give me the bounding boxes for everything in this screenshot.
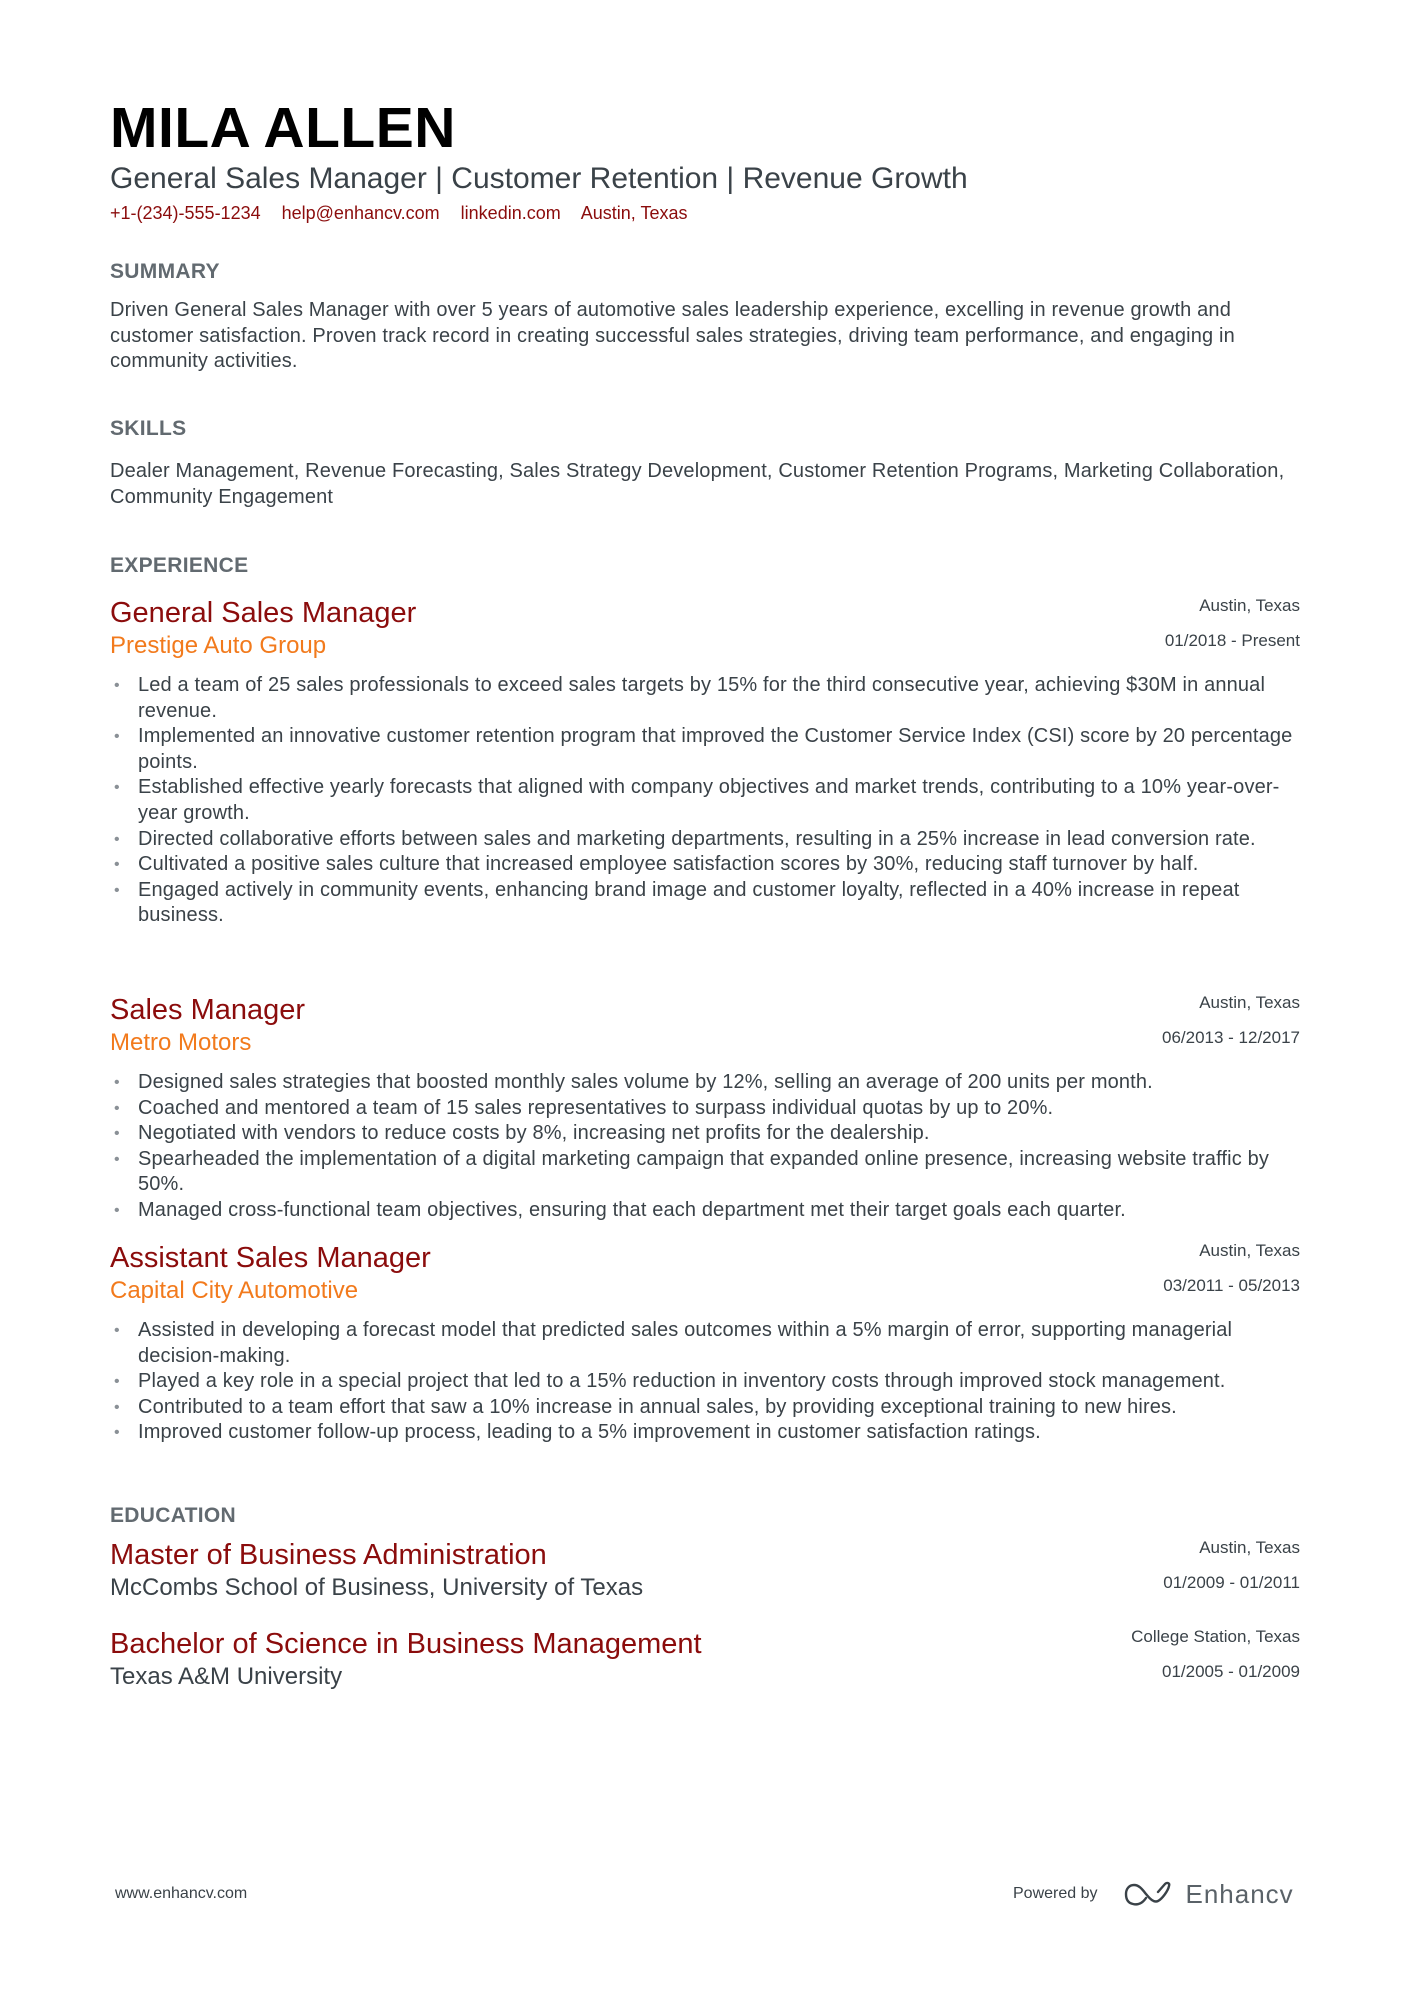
company-name: Capital City Automotive — [110, 1277, 359, 1304]
school-dates: 01/2005 - 01/2009 — [1161, 1662, 1300, 1681]
achievement-item — [110, 775, 1305, 826]
linkedin-link[interactable]: linkedin.com — [460, 203, 561, 223]
school-location: Austin, Texas — [1199, 1538, 1300, 1557]
bullet-icon: • — [114, 677, 120, 694]
powered-by-badge[interactable] — [1013, 1878, 1294, 1910]
achievement-text: Designed sales strategies that boosted monthly sales volume by 12%, selling an average of 200 units per month. — [138, 1071, 1153, 1093]
achievement-item — [110, 1318, 1305, 1369]
job-dates: 06/2013 - 12/2017 — [1161, 1028, 1300, 1047]
achievement-list — [110, 1070, 1305, 1224]
achievement-text: Engaged actively in community events, enhancing brand image and customer loyalty, reflected in a 40% increase in repeat business. — [138, 878, 1240, 927]
degree-title: Bachelor of Science in Business Management — [110, 1628, 702, 1660]
candidate-name: MILA ALLEN — [110, 96, 456, 160]
achievement-item — [110, 827, 1305, 853]
achievement-item — [110, 1369, 1305, 1395]
company-name: Prestige Auto Group — [110, 632, 327, 659]
achievement-text: Implemented an innovative customer retention program that improved the Customer Service Index (CSI) score by 20 percentage points. — [138, 725, 1293, 773]
bullet-icon: • — [114, 1125, 120, 1143]
achievement-text: Established effective yearly forecasts that aligned with company objectives and market trends, contributing to a 10% year-over-year growth. — [138, 776, 1280, 824]
achievement-item — [110, 1070, 1305, 1096]
job-title: Sales Manager — [110, 994, 306, 1026]
company-name: Metro Motors — [110, 1029, 252, 1056]
bullet-icon: • — [114, 1373, 120, 1391]
achievement-text: Led a team of 25 sales professionals to exceed sales targets by 15% for the third consecutive year, achieving $30M in annual revenue. — [138, 674, 1266, 722]
school-dates: 01/2009 - 01/2011 — [1163, 1573, 1300, 1592]
bullet-icon: • — [114, 1074, 120, 1091]
bullet-icon: • — [114, 1424, 120, 1442]
achievement-text: Cultivated a positive sales culture that increased employee satisfaction scores by 30%, reducing staff turnover by half. — [138, 853, 1199, 876]
contact-line — [110, 201, 703, 225]
skills-heading: SKILLS — [110, 417, 187, 440]
skills-text: Dealer Management, Revenue Forecasting, Sales Strategy Development, Customer Retention Programs, Marketing Collaboration, Community Engagement — [110, 460, 1285, 508]
job-title: General Sales Manager — [110, 597, 417, 629]
achievement-text: Assisted in developing a forecast model that predicted sales outcomes within a 5% margin of error, supporting managerial decision-making. — [138, 1319, 1233, 1367]
achievement-item — [110, 724, 1305, 775]
bullet-icon: • — [114, 856, 120, 874]
headline: General Sales Manager | Customer Retention | Revenue Growth — [110, 162, 968, 195]
achievement-text: Contributed to a team effort that saw a 10% increase in annual sales, by providing exceptional training to new hires. — [138, 1395, 1177, 1418]
achievement-text: Managed cross-functional team objectives, ensuring that each department met their target goals each quarter. — [138, 1198, 1126, 1221]
achievement-text: Improved customer follow-up process, leading to a 5% improvement in customer satisfaction ratings. — [138, 1421, 1041, 1444]
bullet-icon: • — [114, 1398, 120, 1416]
bullet-icon: • — [114, 830, 120, 848]
school-name: Texas A&M University — [110, 1663, 343, 1690]
achievement-item — [110, 1096, 1305, 1122]
bullet-icon: • — [114, 1322, 120, 1339]
job-location: Austin, Texas — [1199, 1241, 1300, 1260]
achievement-item — [110, 1121, 1305, 1147]
powered-by-label: Powered by — [1013, 1885, 1098, 1902]
location-text: Austin, Texas — [580, 203, 688, 223]
job-title: Assistant Sales Manager — [110, 1242, 431, 1274]
achievement-text: Coached and mentored a team of 15 sales representatives to surpass individual quotas by up to 20%. — [138, 1096, 1054, 1119]
achievement-item — [110, 1395, 1305, 1421]
phone-link[interactable]: +1-(234)-555-1234 — [110, 203, 261, 223]
bullet-icon: • — [114, 881, 120, 899]
achievement-item — [110, 673, 1305, 724]
bullet-icon: • — [114, 1201, 120, 1219]
job-location: Austin, Texas — [1199, 993, 1300, 1012]
achievement-text: Spearheaded the implementation of a digital marketing campaign that expanded online presence, increasing website traffic by 50%. — [138, 1147, 1269, 1196]
enhancv-logo-icon — [1124, 1881, 1172, 1907]
bullet-icon: • — [114, 779, 120, 797]
achievement-text: Directed collaborative efforts between sales and marketing departments, resulting in a 25% increase in lead conversion rate. — [138, 827, 1256, 850]
education-heading: EDUCATION — [110, 1504, 236, 1527]
bullet-icon: • — [114, 1099, 120, 1117]
achievement-item — [110, 878, 1305, 929]
achievement-item — [110, 852, 1305, 878]
achievement-text: Negotiated with vendors to reduce costs by 8%, increasing net profits for the dealership. — [138, 1122, 930, 1145]
achievement-item — [110, 1420, 1305, 1446]
achievement-text: Played a key role in a special project that led to a 15% reduction in inventory costs through improved stock management. — [138, 1370, 1226, 1393]
achievement-item — [110, 1198, 1305, 1224]
job-dates: 03/2011 - 05/2013 — [1163, 1276, 1300, 1295]
bullet-icon: • — [114, 1150, 120, 1168]
enhancv-brand-name: Enhancv — [1185, 1878, 1294, 1909]
degree-title: Master of Business Administration — [110, 1539, 547, 1571]
school-name: McCombs School of Business, University of Texas — [110, 1574, 644, 1601]
achievement-list — [110, 673, 1305, 929]
experience-heading: EXPERIENCE — [110, 554, 249, 577]
footer-website-link[interactable]: www.enhancv.com — [115, 1885, 248, 1902]
achievement-list — [110, 1318, 1305, 1446]
summary-heading: SUMMARY — [110, 260, 220, 283]
email-link[interactable]: help@enhancv.com — [281, 203, 440, 223]
job-dates: 01/2018 - Present — [1164, 631, 1300, 650]
school-location: College Station, Texas — [1131, 1627, 1300, 1646]
bullet-icon: • — [114, 728, 120, 746]
job-location: Austin, Texas — [1199, 596, 1300, 615]
achievement-item — [110, 1147, 1305, 1198]
summary-text: Driven General Sales Manager with over 5 years of automotive sales leadership experience, excelling in revenue growth and customer satisfaction. Proven track record in creating successful sales strategies, driving team performance, and engaging in community activities. — [110, 299, 1235, 373]
